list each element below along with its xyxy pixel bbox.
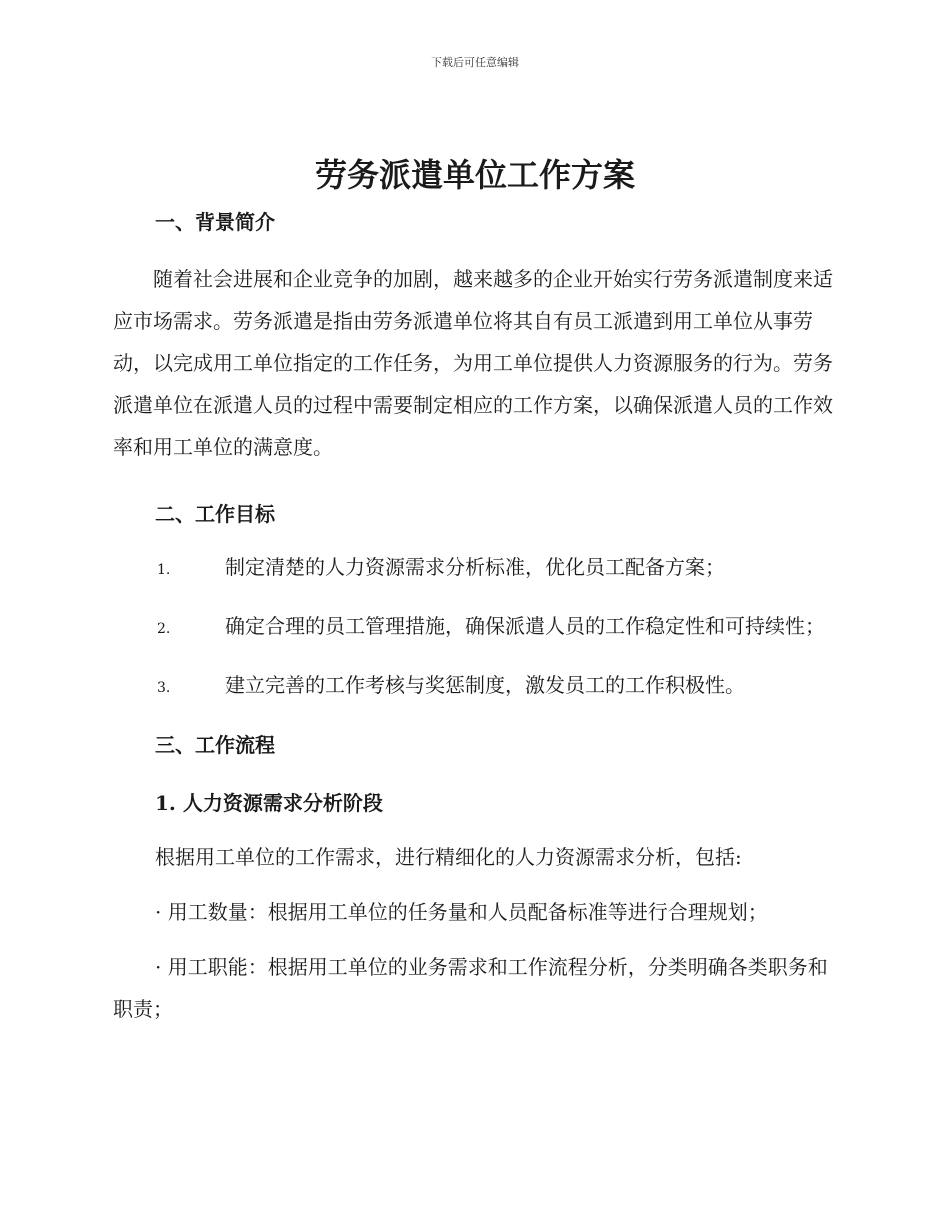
section-heading-goals: 二、工作目标 xyxy=(155,502,275,526)
goal-item xyxy=(113,546,833,591)
goal-item xyxy=(113,605,833,650)
process-sub-heading: 1. 人力资源需求分析阶段 xyxy=(155,791,383,815)
header-note: 下载后可任意编辑 xyxy=(431,56,519,69)
goal-text: 确定合理的员工管理措施，确保派遣人员的工作稳定性和可持续性； xyxy=(225,614,825,638)
document-body xyxy=(113,200,833,1030)
background-paragraph: 随着社会进展和企业竞争的加剧，越来越多的企业开始实行劳务派遣制度来适应市场需求。劳务派遣是指由劳务派遣单位将其自有员工派遣到用工单位从事劳动，以完成用工单位指定的工作任务，为用工单位提供人力资源服务的行为。劳务派遣单位在派遣人员的过程中需要制定相应的工作方案，以确保派遣人员的工作效率和用工单位的满意度。 xyxy=(113,267,833,459)
section-heading-background: 一、背景简介 xyxy=(155,210,275,234)
goal-number: 3. xyxy=(157,680,171,696)
section-heading-process: 三、工作流程 xyxy=(155,733,275,757)
goal-number: 2. xyxy=(157,621,171,637)
process-bullet: · 用工职能：根据用工单位的业务需求和工作流程分析，分类明确各类职务和职责； xyxy=(113,955,828,1021)
goal-number: 1. xyxy=(157,562,171,578)
goal-text: 制定清楚的人力资源需求分析标准，优化员工配备方案； xyxy=(225,555,725,579)
goal-item xyxy=(113,664,833,709)
process-intro: 根据用工单位的工作需求，进行精细化的人力资源需求分析，包括: xyxy=(155,845,742,869)
document-title: 劳务派遣单位工作方案 xyxy=(314,156,635,194)
goal-text: 建立完善的工作考核与奖惩制度，激发员工的工作积极性。 xyxy=(225,673,745,697)
process-bullet: · 用工数量：根据用工单位的任务量和人员配备标准等进行合理规划； xyxy=(155,900,768,924)
